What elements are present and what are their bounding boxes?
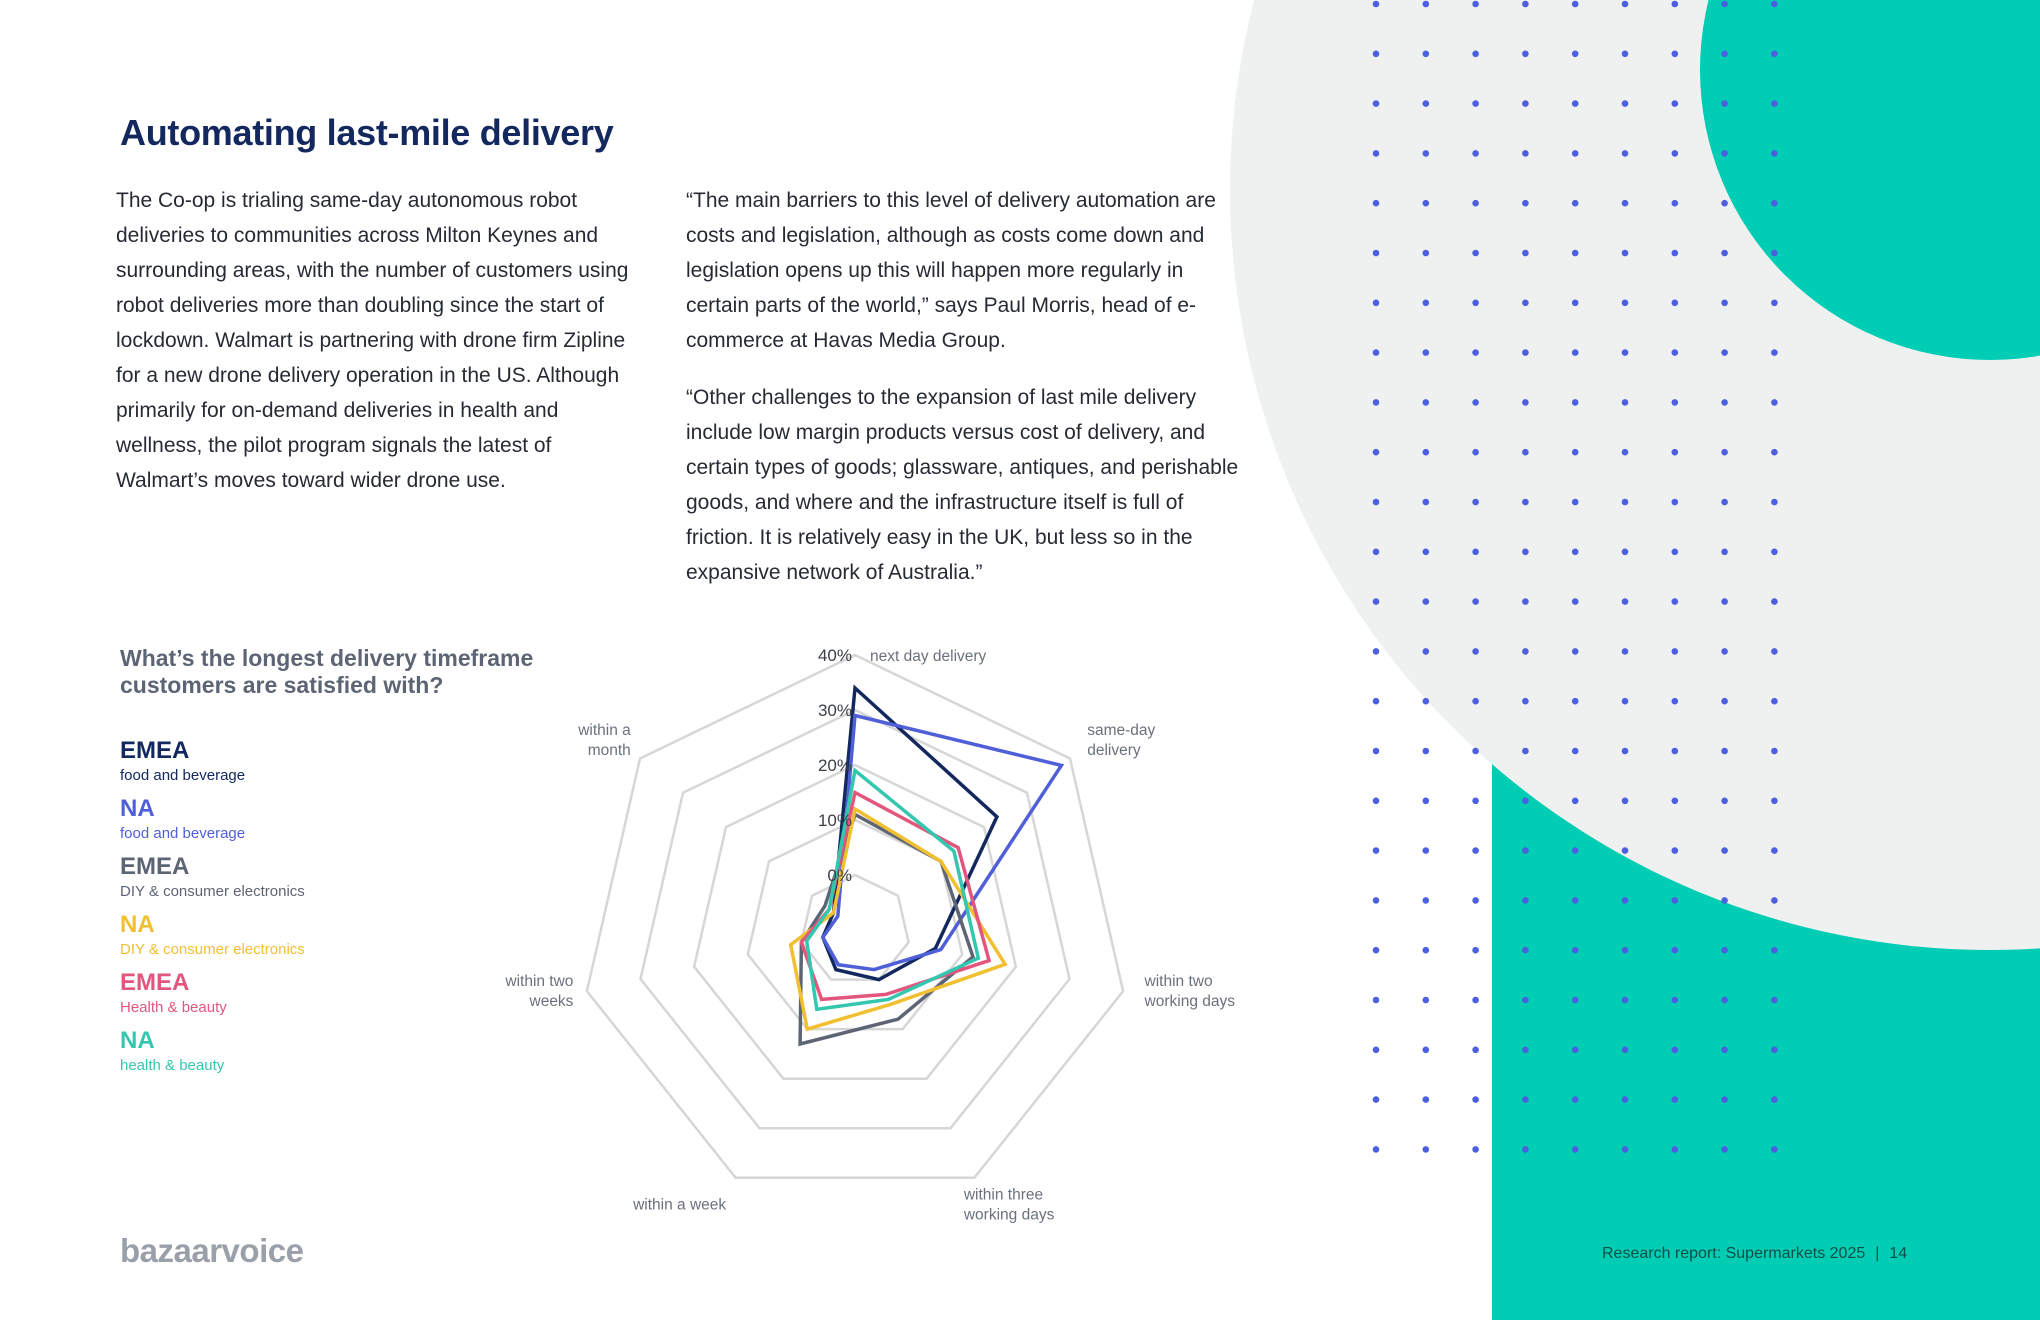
decor-dot	[1572, 648, 1579, 655]
decor-dot	[1472, 549, 1479, 556]
decor-dot	[1672, 997, 1679, 1004]
chart-legend	[120, 736, 360, 1084]
decor-dot	[1472, 349, 1479, 356]
legend-category: health & beauty	[120, 1057, 225, 1074]
decor-dot	[1472, 1, 1479, 8]
decor-dot	[1721, 200, 1728, 207]
decor-dot	[1672, 449, 1679, 456]
legend-region: EMEA	[120, 737, 190, 764]
decor-dot	[1622, 1, 1629, 8]
decor-dot	[1622, 250, 1629, 257]
decor-dot	[1522, 748, 1529, 755]
legend-item	[120, 1026, 360, 1076]
decor-dot	[1721, 897, 1728, 904]
decor-dot	[1423, 748, 1430, 755]
decor-dot	[1423, 798, 1430, 805]
decor-dot	[1771, 449, 1778, 456]
decor-dot	[1672, 1146, 1679, 1153]
decor-dot	[1771, 1, 1778, 8]
radar-axis-label: within a month	[578, 721, 631, 759]
decor-dot	[1472, 200, 1479, 207]
decor-dot	[1423, 499, 1430, 506]
decor-dot	[1472, 51, 1479, 58]
decor-dot	[1622, 847, 1629, 854]
decor-dot	[1373, 449, 1380, 456]
decor-dot	[1672, 847, 1679, 854]
decor-dot	[1522, 648, 1529, 655]
decor-dot	[1472, 748, 1479, 755]
decor-dot	[1472, 847, 1479, 854]
decor-dot	[1472, 698, 1479, 705]
decor-dot	[1572, 349, 1579, 356]
decor-dot	[1771, 1146, 1778, 1153]
decor-dot	[1373, 200, 1380, 207]
radar-axis-label: next day delivery	[870, 648, 987, 665]
decor-dot	[1522, 847, 1529, 854]
radar-axis-label: within two weeks	[505, 973, 574, 1011]
decor-dot	[1522, 598, 1529, 605]
decor-dot	[1771, 549, 1778, 556]
decor-dot	[1672, 150, 1679, 157]
decor-dot	[1373, 798, 1380, 805]
decor-dot	[1572, 997, 1579, 1004]
decor-dot	[1721, 150, 1728, 157]
decor-dot	[1721, 947, 1728, 954]
decor-dot	[1771, 200, 1778, 207]
decor-dot	[1771, 51, 1778, 58]
decor-dot	[1373, 1146, 1380, 1153]
decor-dot	[1472, 1096, 1479, 1103]
radar-axis-label: within a week	[633, 1196, 727, 1214]
decor-dot	[1522, 947, 1529, 954]
decor-dot	[1373, 549, 1380, 556]
decor-dot	[1423, 997, 1430, 1004]
decor-dot	[1522, 798, 1529, 805]
decor-dot	[1472, 648, 1479, 655]
legend-region: NA	[120, 1027, 155, 1054]
decor-dot	[1572, 200, 1579, 207]
decor-dot	[1373, 897, 1380, 904]
decor-dot	[1721, 399, 1728, 406]
decor-dot	[1672, 598, 1679, 605]
decor-dot	[1522, 200, 1529, 207]
decor-dot	[1472, 798, 1479, 805]
decor-dot	[1771, 997, 1778, 1004]
decor-dot	[1472, 897, 1479, 904]
decor-dot	[1672, 399, 1679, 406]
decor-dot	[1522, 997, 1529, 1004]
decor-dot	[1522, 698, 1529, 705]
legend-region: NA	[120, 911, 155, 938]
decor-dot	[1622, 100, 1629, 107]
decor-dot	[1522, 1, 1529, 8]
decor-dot	[1572, 947, 1579, 954]
decor-dot	[1622, 698, 1629, 705]
decor-dot	[1572, 499, 1579, 506]
radar-tick-label: 20%	[817, 756, 852, 775]
bazaarvoice-logo[interactable]: bazaarvoice	[120, 1232, 304, 1269]
decor-dot	[1373, 250, 1380, 257]
body-left-column	[116, 183, 646, 498]
legend-item	[120, 852, 360, 902]
decor-dot	[1423, 250, 1430, 257]
decor-dot	[1622, 748, 1629, 755]
decor-dot	[1672, 499, 1679, 506]
decor-dot	[1572, 1146, 1579, 1153]
decor-dot	[1572, 399, 1579, 406]
decor-dot	[1721, 1146, 1728, 1153]
decor-dot	[1672, 1047, 1679, 1054]
legend-region: EMEA	[120, 969, 190, 996]
decor-dot	[1771, 698, 1778, 705]
decor-dot	[1472, 300, 1479, 307]
decor-dot	[1672, 897, 1679, 904]
radar-tick-label: 30%	[817, 701, 852, 720]
decor-dot	[1721, 997, 1728, 1004]
decor-dot	[1572, 449, 1579, 456]
decor-dot	[1721, 748, 1728, 755]
decor-dot	[1672, 349, 1679, 356]
decor-dot	[1721, 598, 1728, 605]
decor-dot	[1622, 300, 1629, 307]
decor-dot	[1771, 150, 1778, 157]
decor-dot	[1672, 250, 1679, 257]
decor-dot	[1572, 1, 1579, 8]
decor-dot	[1472, 150, 1479, 157]
decor-dot	[1373, 947, 1380, 954]
decor-dot	[1572, 897, 1579, 904]
decor-dot	[1622, 1047, 1629, 1054]
legend-region: NA	[120, 795, 155, 822]
decor-dot	[1622, 399, 1629, 406]
decor-dot	[1771, 748, 1778, 755]
legend-item	[120, 736, 360, 786]
decor-dot	[1622, 997, 1629, 1004]
decor-dot	[1423, 1, 1430, 8]
decor-dot	[1373, 748, 1380, 755]
decor-dot	[1522, 1096, 1529, 1103]
decor-dot	[1771, 1047, 1778, 1054]
decor-dot	[1622, 349, 1629, 356]
decor-dot	[1572, 549, 1579, 556]
decor-dot	[1721, 698, 1728, 705]
decor-dot	[1622, 51, 1629, 58]
decor-dot	[1672, 947, 1679, 954]
decor-dot	[1423, 349, 1430, 356]
decor-dot	[1721, 100, 1728, 107]
decor-dot	[1572, 100, 1579, 107]
decor-dot	[1472, 499, 1479, 506]
decor-dot	[1522, 499, 1529, 506]
decor-dot	[1373, 997, 1380, 1004]
decor-dot	[1771, 847, 1778, 854]
decor-dot	[1721, 250, 1728, 257]
decor-dot	[1522, 399, 1529, 406]
decor-dot	[1373, 1, 1380, 8]
decor-dot	[1622, 648, 1629, 655]
decor-dot	[1423, 449, 1430, 456]
decor-dot	[1373, 598, 1380, 605]
decor-dot	[1373, 847, 1380, 854]
decor-dot	[1771, 648, 1778, 655]
decor-dot	[1373, 100, 1380, 107]
legend-item	[120, 794, 360, 844]
decor-dot	[1373, 1047, 1380, 1054]
decor-dot	[1373, 499, 1380, 506]
decor-dot	[1721, 549, 1728, 556]
decor-dot	[1672, 549, 1679, 556]
decor-dot	[1721, 847, 1728, 854]
decor-dot	[1672, 648, 1679, 655]
decor-dot	[1572, 1096, 1579, 1103]
decor-dot	[1721, 449, 1728, 456]
decor-dot	[1622, 897, 1629, 904]
decor-dot	[1522, 897, 1529, 904]
decor-dot	[1672, 300, 1679, 307]
decor-dot	[1522, 1047, 1529, 1054]
decor-dot	[1373, 698, 1380, 705]
decor-dot	[1522, 549, 1529, 556]
body-paragraph: The Co-op is trialing same-day autonomous robot deliveries to communities across Milton Keynes and surrounding areas, with the number of customers using robot deliveries more than doubling since the start of lockdown. Walmart is partnering with drone firm Zipline for a new drone delivery operation in the US. Although primarily for on-demand deliveries in health and wellness, the pilot program signals the latest of Walmart’s moves toward wider drone use.	[116, 189, 629, 492]
decor-dot	[1572, 1047, 1579, 1054]
decor-dot	[1423, 897, 1430, 904]
page-number: 14	[1889, 1245, 1908, 1262]
decor-dot	[1373, 51, 1380, 58]
decor-dot	[1771, 1096, 1778, 1103]
decor-dot	[1472, 947, 1479, 954]
decor-dot	[1572, 51, 1579, 58]
decor-dot	[1721, 648, 1728, 655]
decor-dot	[1771, 349, 1778, 356]
decor-dot	[1472, 449, 1479, 456]
body-right-column	[686, 183, 1246, 590]
decor-dot	[1373, 648, 1380, 655]
decor-dot	[1423, 51, 1430, 58]
legend-category: Health & beauty	[120, 999, 227, 1016]
decor-dot	[1622, 499, 1629, 506]
decor-dot	[1572, 798, 1579, 805]
decor-dot	[1771, 499, 1778, 506]
decor-dot	[1622, 947, 1629, 954]
decor-dot	[1721, 1047, 1728, 1054]
radar-axis-label: within two working days	[1144, 973, 1236, 1011]
legend-category: DIY & consumer electronics	[120, 883, 305, 900]
decor-dot	[1572, 698, 1579, 705]
radar-axis-labels	[504, 648, 1235, 1224]
decor-dot	[1373, 150, 1380, 157]
decor-dot	[1522, 300, 1529, 307]
decor-dot	[1472, 399, 1479, 406]
decor-dot	[1771, 399, 1778, 406]
decor-dot	[1622, 449, 1629, 456]
decor-dot	[1622, 549, 1629, 556]
decor-dot	[1721, 1096, 1728, 1103]
decor-dot	[1771, 947, 1778, 954]
radar-tick-label: 0%	[827, 866, 852, 885]
decor-dot	[1472, 250, 1479, 257]
quote-havas: “The main barriers to this level of delivery automation are costs and legislation, although as costs come down and legislation opens up this will happen more regularly in certain parts of the world,” says Paul Morris, head of e-commerce at Havas Media Group.	[686, 189, 1216, 352]
decor-dot	[1572, 748, 1579, 755]
page-footer	[1602, 1245, 1907, 1263]
decor-dot	[1622, 1146, 1629, 1153]
decor-dot	[1472, 100, 1479, 107]
decor-dot	[1472, 1047, 1479, 1054]
decor-dot	[1721, 300, 1728, 307]
decor-dot	[1672, 748, 1679, 755]
radar-chart	[400, 630, 1236, 1230]
decor-dot	[1622, 200, 1629, 207]
decor-dot	[1423, 549, 1430, 556]
decor-dot	[1472, 997, 1479, 1004]
decor-dot	[1771, 798, 1778, 805]
decor-dot	[1622, 598, 1629, 605]
decor-dot	[1672, 798, 1679, 805]
decor-dot	[1721, 51, 1728, 58]
decor-dot	[1522, 250, 1529, 257]
decor-dot	[1771, 897, 1778, 904]
decor-dot	[1622, 1096, 1629, 1103]
radar-axis-label: same-day delivery	[1087, 721, 1156, 759]
decor-dot	[1423, 648, 1430, 655]
legend-category: DIY & consumer electronics	[120, 941, 305, 958]
decor-dot	[1423, 698, 1430, 705]
decor-dot	[1771, 300, 1778, 307]
decor-dot	[1771, 598, 1778, 605]
footer-separator: |	[1875, 1245, 1880, 1262]
decor-dot	[1572, 598, 1579, 605]
decor-dot	[1472, 598, 1479, 605]
radar-tick-label: 40%	[817, 646, 852, 665]
decor-dot	[1423, 598, 1430, 605]
decor-dot	[1522, 51, 1529, 58]
decor-dot	[1721, 349, 1728, 356]
decor-dot	[1423, 399, 1430, 406]
decor-dot	[1721, 1, 1728, 8]
decor-dot	[1672, 100, 1679, 107]
decor-dot	[1771, 100, 1778, 107]
decor-dot	[1423, 847, 1430, 854]
decor-dot	[1672, 51, 1679, 58]
decor-dot	[1522, 349, 1529, 356]
decor-dot	[1721, 499, 1728, 506]
decor-dot	[1672, 1, 1679, 8]
chart-question: What’s the longest delivery timeframe customers are satisfied with?	[120, 645, 534, 698]
legend-region: EMEA	[120, 853, 190, 880]
decor-dot	[1423, 150, 1430, 157]
decor-dot	[1572, 300, 1579, 307]
footer-report-title: Research report: Supermarkets 2025	[1602, 1245, 1866, 1262]
decor-dot	[1423, 947, 1430, 954]
decor-dot	[1522, 100, 1529, 107]
decor-dot	[1423, 300, 1430, 307]
decor-dot	[1721, 798, 1728, 805]
decor-dot	[1472, 1146, 1479, 1153]
decor-dot	[1572, 250, 1579, 257]
page-title: Automating last-mile delivery	[120, 112, 614, 153]
radar-axis-label: within three working days	[963, 1186, 1055, 1224]
decor-dot	[1373, 399, 1380, 406]
decor-dot	[1572, 150, 1579, 157]
legend-category: food and beverage	[120, 767, 246, 784]
legend-category: food and beverage	[120, 825, 246, 842]
decor-dot	[1423, 1096, 1430, 1103]
decor-dot	[1771, 250, 1778, 257]
decor-dot	[1373, 1096, 1380, 1103]
legend-item	[120, 910, 360, 960]
decor-dot	[1522, 449, 1529, 456]
decor-dot	[1522, 150, 1529, 157]
decor-dot	[1622, 798, 1629, 805]
legend-item	[120, 968, 360, 1018]
decor-dot	[1672, 1096, 1679, 1103]
decor-dot	[1423, 200, 1430, 207]
decor-dot	[1373, 300, 1380, 307]
radar-tick-label: 10%	[817, 811, 852, 830]
decor-dot	[1423, 100, 1430, 107]
decor-dot	[1572, 847, 1579, 854]
decor-dot	[1423, 1047, 1430, 1054]
decor-dot	[1622, 150, 1629, 157]
decor-dot	[1672, 698, 1679, 705]
decor-dot	[1672, 200, 1679, 207]
quote-challenges: “Other challenges to the expansion of last mile delivery include low margin products versus cost of delivery, and certain types of goods; glassware, antiques, and perishable goods, and where and the infrastructure itself is full of friction. It is relatively easy in the UK, but less so in the expansive network of Australia.”	[686, 386, 1239, 584]
decor-dot	[1423, 1146, 1430, 1153]
decor-dot	[1373, 349, 1380, 356]
decor-dot	[1522, 1146, 1529, 1153]
